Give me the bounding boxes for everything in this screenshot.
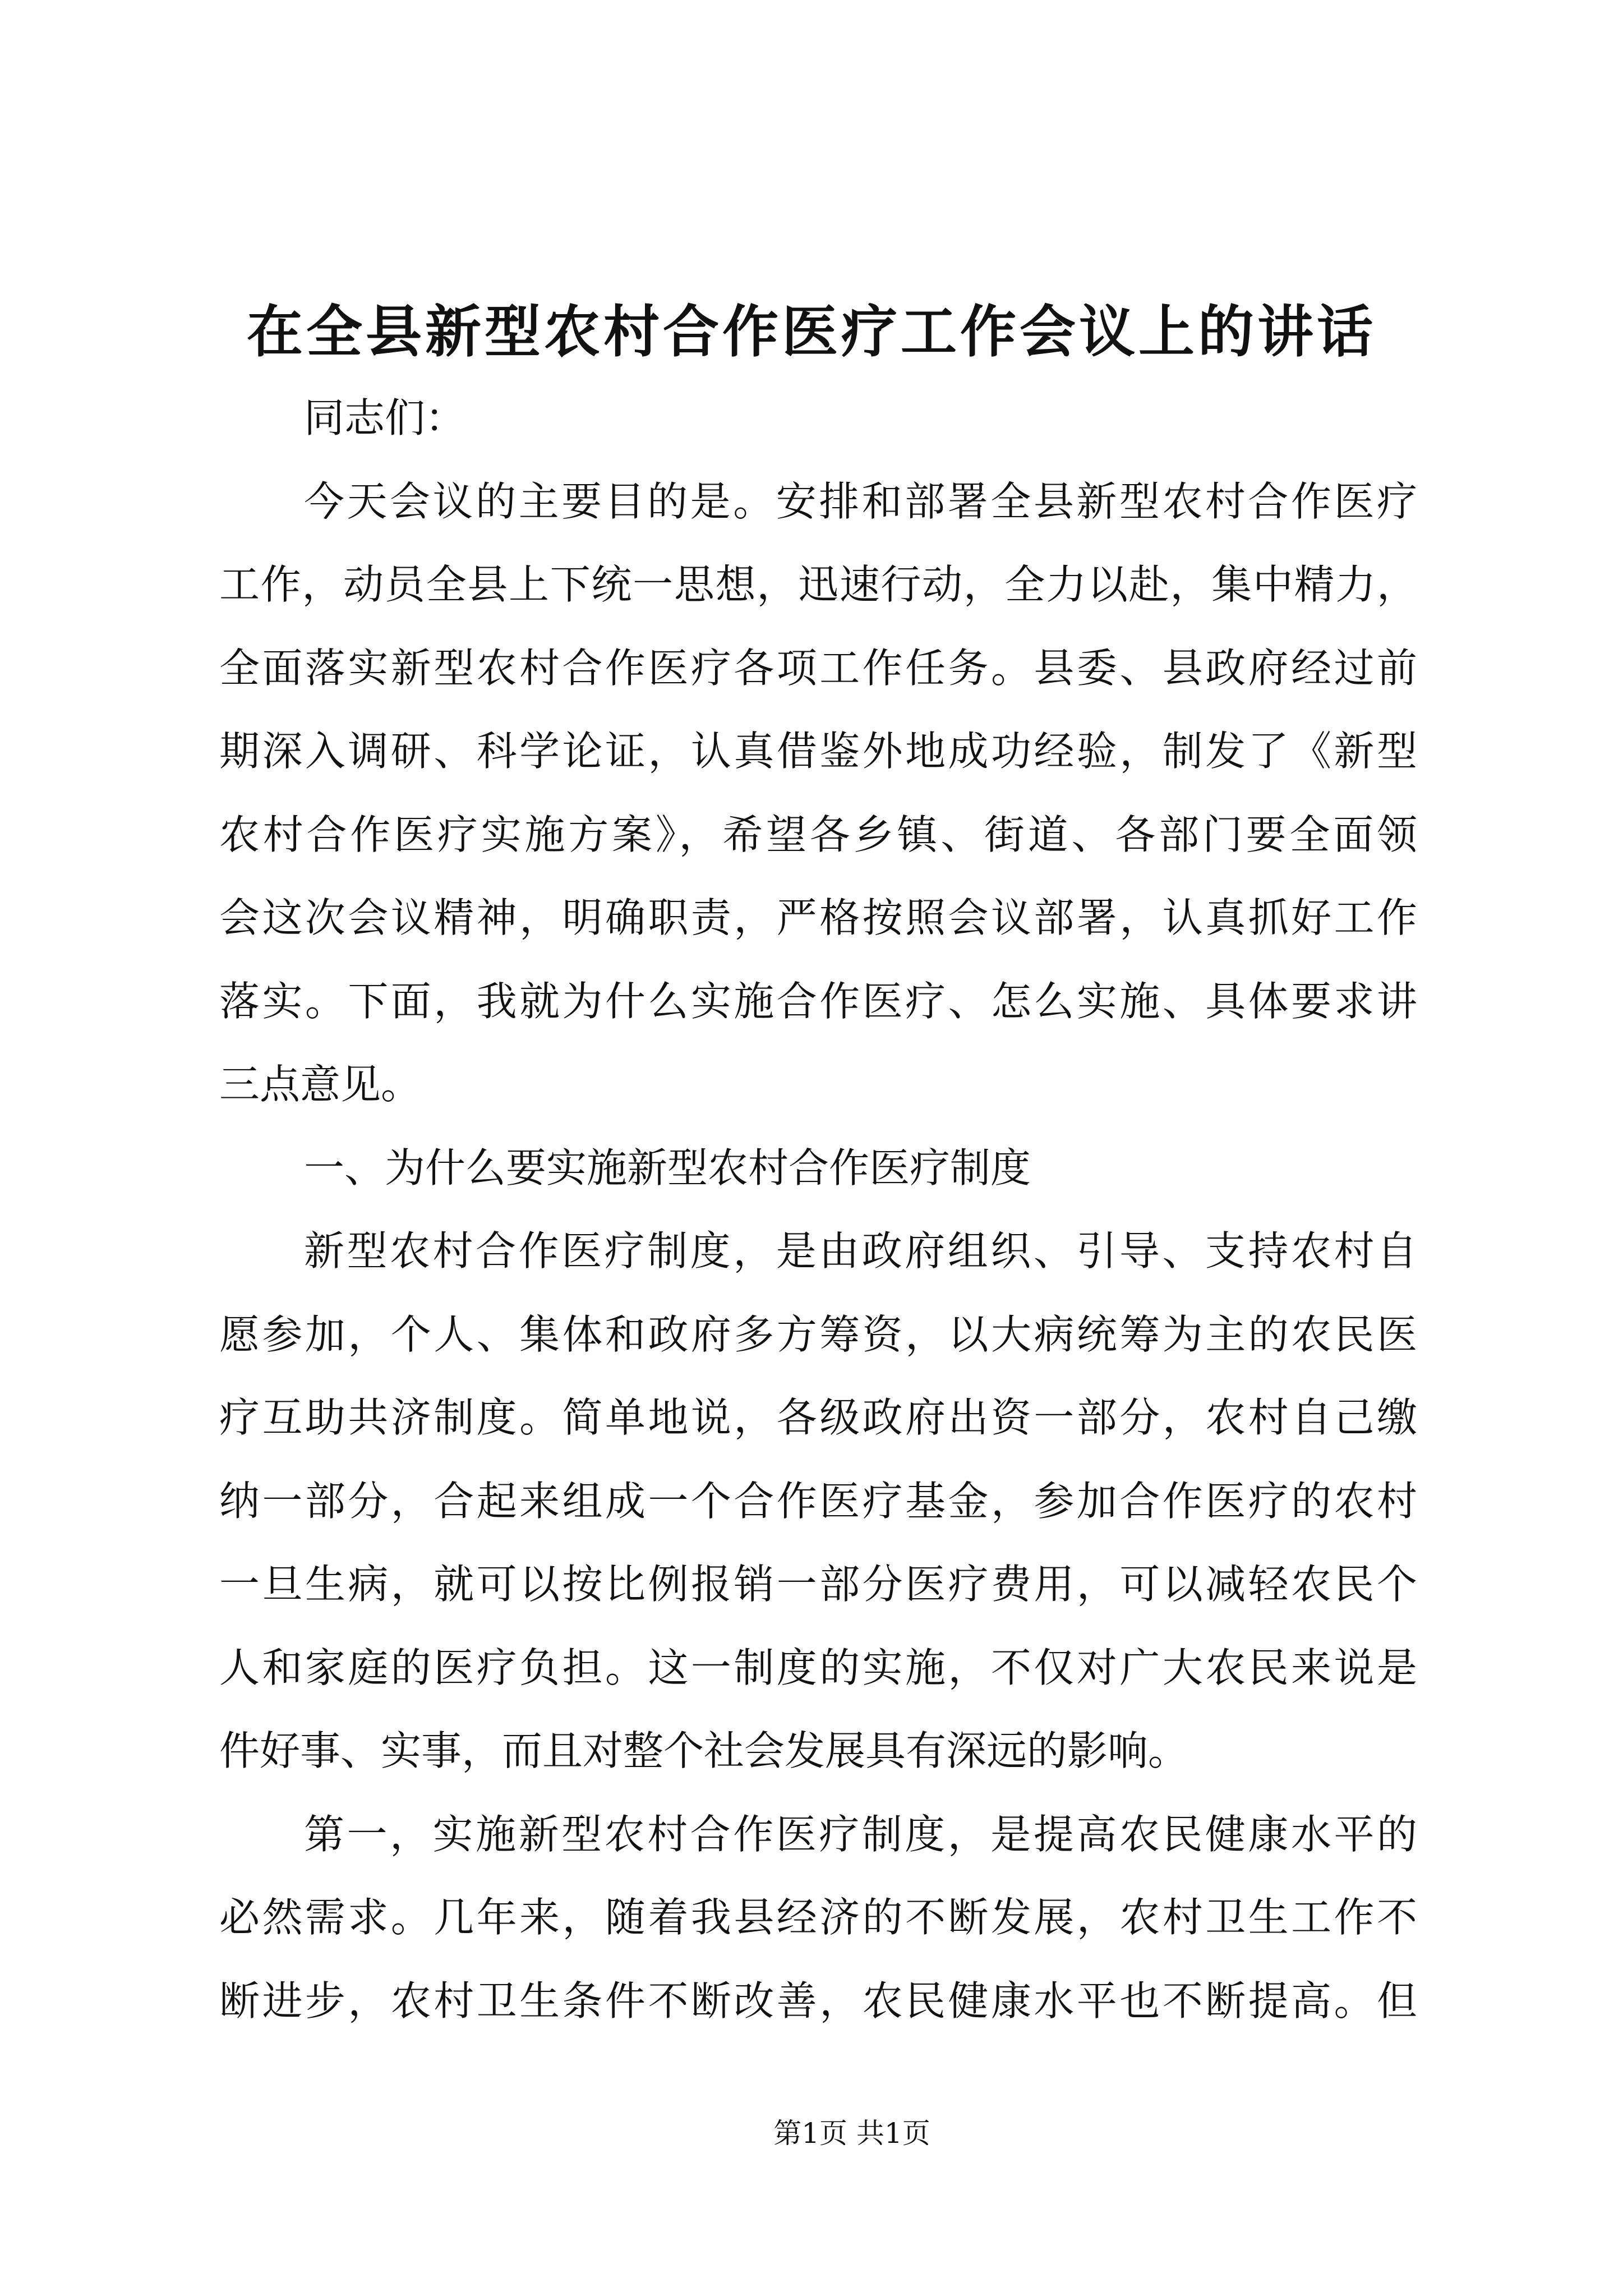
intro-paragraph: [219, 460, 1417, 1126]
body-line: 断进步，农村卫生条件不断改善，农民健康水平也不断提高。但: [219, 1977, 1417, 2024]
body-line: 件好事、实事，而且对整个社会发展具有深远的影响。: [219, 1727, 1189, 1774]
body-line: 落实。下面，我就为什么实施合作医疗、怎么实施、具体要求讲: [219, 977, 1417, 1025]
body-line: 农村合作医疗实施方案》，希望各乡镇、街道、各部门要全面领: [219, 811, 1417, 858]
body-line: 人和家庭的医疗负担。这一制度的实施，不仅对广大农民来说是: [219, 1644, 1417, 1691]
body-line: 一旦生病，就可以按比例报销一部分医疗费用，可以减轻农民个: [219, 1561, 1417, 1608]
body-line: 疗互助共济制度。简单地说，各级政府出资一部分，农村自己缴: [219, 1394, 1417, 1441]
point-one-paragraph: [219, 1793, 1417, 2043]
body-line: 纳一部分，合起来组成一个合作医疗基金，参加合作医疗的农村: [219, 1477, 1417, 1525]
salutation: 同志们：: [304, 394, 466, 441]
section-paragraph: [219, 1209, 1417, 1793]
body-line: 会这次会议精神，明确职责，严格按照会议部署，认真抓好工作: [219, 894, 1417, 941]
body-line: 三点意见。: [219, 1061, 422, 1108]
body-line: 期深入调研、科学论证，认真借鉴外地成功经验，制发了《新型: [219, 728, 1417, 775]
body-line: 愿参加，个人、集体和政府多方筹资，以大病统筹为主的农民医: [219, 1310, 1417, 1358]
body-line: 全面落实新型农村合作医疗各项工作任务。县委、县政府经过前: [219, 644, 1417, 692]
body-line: 第一，实施新型农村合作医疗制度，是提高农民健康水平的: [304, 1810, 1417, 1858]
section-heading: 一、为什么要实施新型农村合作医疗制度: [304, 1144, 1031, 1191]
body-line: 新型农村合作医疗制度，是由政府组织、引导、支持农村自: [304, 1227, 1417, 1274]
document-body: [219, 376, 1417, 2042]
body-line: 必然需求。几年来，随着我县经济的不断发展，农村卫生工作不: [219, 1894, 1417, 1941]
body-line: 今天会议的主要目的是。安排和部署全县新型农村合作医疗: [304, 477, 1417, 525]
body-line: 工作，动员全县上下统一思想，迅速行动，全力以赴，集中精力，: [219, 561, 1417, 608]
document-title: 在全县新型农村合作医疗工作会议上的讲话: [247, 298, 1376, 365]
page-number-footer: 第1页 共1页: [773, 2117, 930, 2150]
